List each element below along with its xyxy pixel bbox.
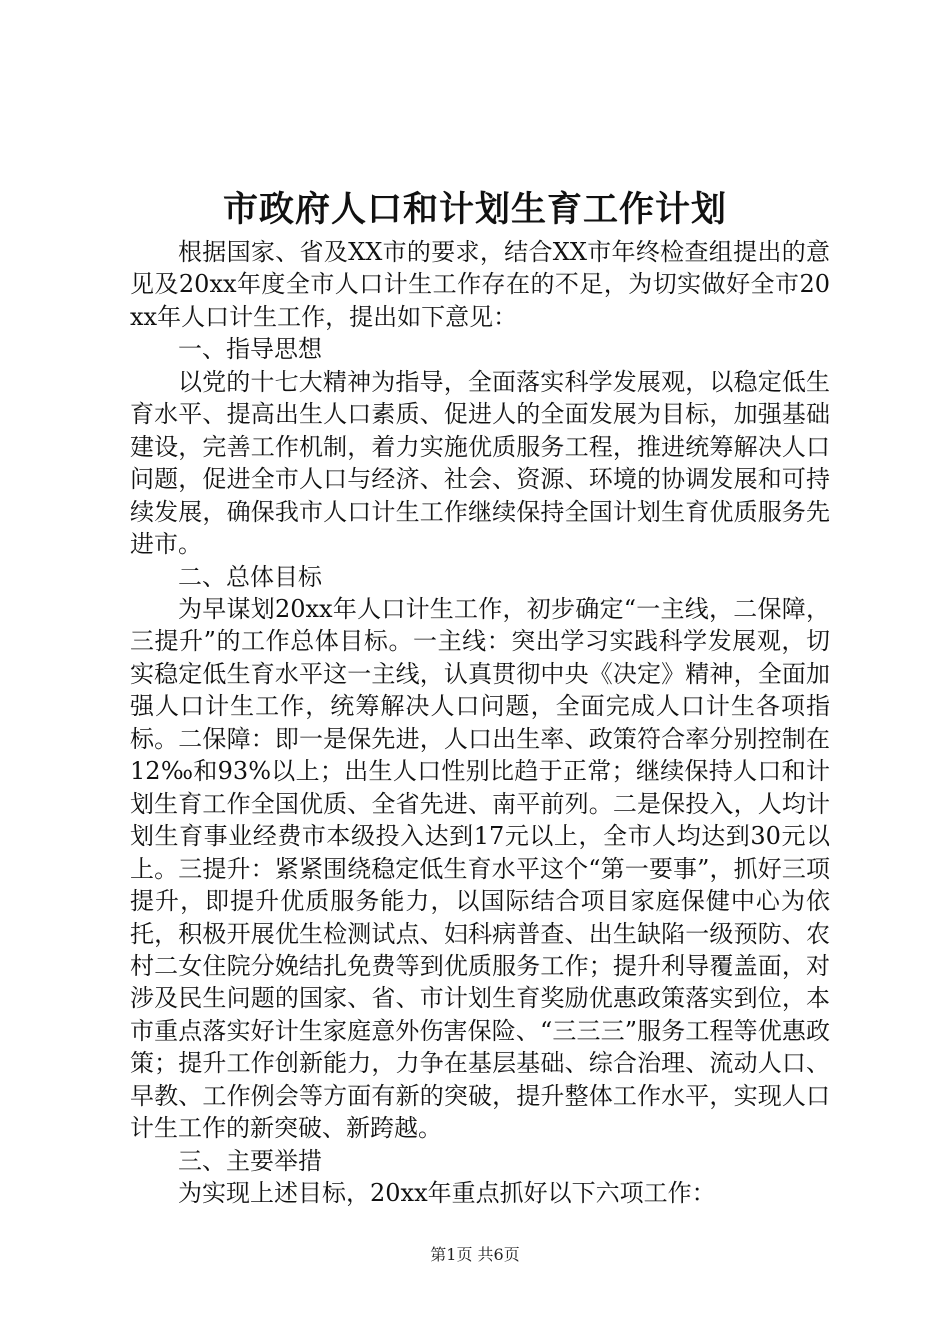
intro-paragraph: 根据国家、省及XX市的要求，结合XX市年终检查组提出的意见及20xx年度全市人口计生工作存在的不足，为切实做好全市20xx年人口计生工作，提出如下意见： [130, 238, 830, 331]
section-paragraph-overall-goals: 为早谋划20xx年人口计生工作，初步确定“一主线，二保障，三提升”的工作总体目标。一主线：突出学习实践科学发展观，切实稳定低生育水平这一主线，认真贯彻中央《决定》精神，全面加强人口计生工作，统筹解决人口问题，全面完成人口计生各项指标。二保障：即一是保先进，人口出生率、政策符合率分别控制在12‰和93%以上；出生人口性别比趋于正常；继续保持人口和计划生育工作全国优质、全省先进、南平前列。二是保投入，人均计划生育事业经费市本级投入达到17元以上，全市人均达到30元以上。三提升：紧紧围绕稳定低生育水平这个“第一要事”，抓好三项提升，即提升优质服务能力，以国际结合项目家庭保健中心为依托，积极开展优生检测试点、妇科病普查、出生缺陷一级预防、农村二女住院分娩结扎免费等到优质服务工作；提升利导覆盖面，对涉及民生问题的国家、省、市计划生育奖励优惠政策落实到位，本市重点落实好计生家庭意外伤害保险、“三三三”服务工程等优惠政策；提升工作创新能力，力争在基层基础、综合治理、流动人口、早教、工作例会等方面有新的突破，提升整体工作水平，实现人口计生工作的新突破、新跨越。 [130, 594, 830, 1143]
page-footer: 第1页 共6页 [430, 1245, 520, 1264]
document-body [130, 236, 830, 1210]
section-heading-main-measures: 三、主要举措 [178, 1146, 322, 1175]
document-title: 市政府人口和计划生育工作计划 [222, 189, 727, 230]
section-heading-overall-goals: 二、总体目标 [178, 562, 322, 591]
section-heading-guiding-ideology: 一、指导思想 [178, 335, 322, 364]
section-paragraph-guiding-ideology: 以党的十七大精神为指导，全面落实科学发展观，以稳定低生育水平、提高出生人口素质、促进人的全面发展为目标，加强基础建设，完善工作机制，着力实施优质服务工程，推进统筹解决人口问题，促进全市人口与经济、社会、资源、环境的协调发展和可持续发展，确保我市人口计生工作继续保持全国计划生育优质服务先进市。 [130, 367, 830, 559]
section-paragraph-main-measures: 为实现上述目标，20xx年重点抓好以下六项工作： [178, 1179, 716, 1208]
